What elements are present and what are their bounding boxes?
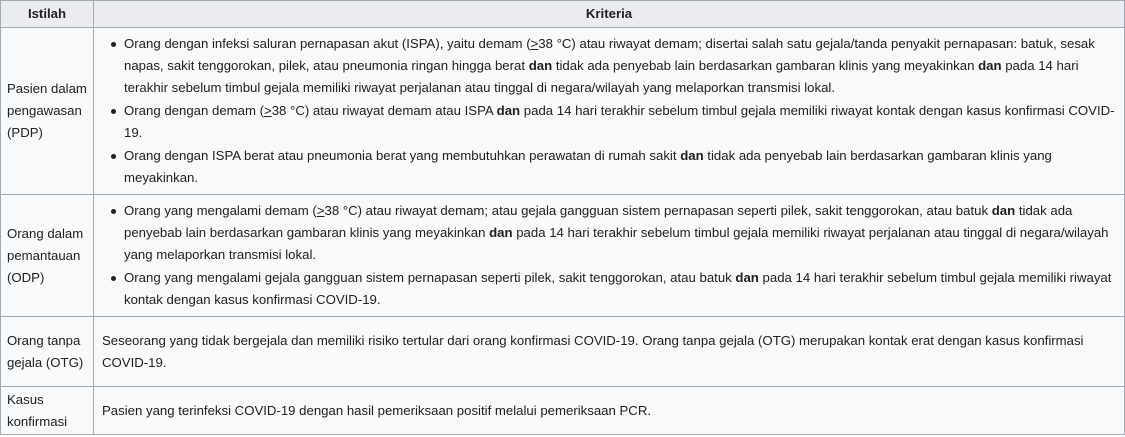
table-row [1, 28, 1125, 195]
bold-dan: dan [489, 224, 513, 240]
text: 38 °C) atau riwayat demam atau ISPA [271, 102, 497, 118]
term-cell: Orang dalam pemantauan (ODP) [1, 195, 94, 317]
ge-symbol: > [530, 35, 539, 51]
text: Orang dengan ISPA berat atau pneumonia berat yang membutuhkan perawatan di rumah sakit [124, 147, 681, 163]
table-row [1, 195, 1125, 317]
list-item [124, 100, 1116, 144]
bold-dan: dan [680, 147, 704, 163]
text: pada 14 hari terakhir sebelum timbul gejala memiliki riwayat perjalanan atau tinggal di negara/wilayah yang melaporkan transmisi lokal. [124, 57, 1079, 95]
criteria-cell [94, 28, 1125, 195]
text: pada 14 hari terakhir sebelum timbul gejala memiliki riwayat kontak dengan kasus konfirmasi COVID-19. [124, 102, 1115, 140]
text: 38 °C) atau riwayat demam; disertai salah satu gejala/tanda penyakit pernapasan: batuk, sesak napas, sakit tenggorokan, pilek, atau pneumonia ringan hingga berat [124, 35, 1095, 73]
criteria-text: Pasien yang terinfeksi COVID-19 dengan hasil pemeriksaan positif melalui pemeriksaan PCR. [102, 402, 652, 418]
criteria-list [102, 33, 1116, 189]
criteria-cell [94, 387, 1125, 435]
criteria-cell [94, 317, 1125, 387]
bold-dan: dan [735, 269, 759, 285]
criteria-list [102, 200, 1116, 311]
term-cell: Pasien dalam pengawasan (PDP) [1, 28, 94, 195]
bold-dan: dan [528, 57, 553, 73]
term-cell: Kasus konfirmasi [1, 387, 94, 435]
text: pada 14 hari terakhir sebelum timbul gejala memiliki riwayat perjalanan atau tinggal di negara/wilayah yang melaporkan transmisi lokal. [124, 224, 1109, 262]
term-cell: Orang tanpa gejala (OTG) [1, 317, 94, 387]
bold-dan: dan [991, 202, 1016, 218]
text: Orang dengan infeksi saluran pernapasan akut (ISPA), yaitu demam ( [124, 35, 531, 51]
list-item [124, 33, 1116, 99]
list-item [124, 145, 1116, 189]
table-row [1, 317, 1125, 387]
text: Orang yang mengalami demam ( [124, 202, 317, 218]
ge-symbol: > [316, 202, 325, 218]
list-item [124, 267, 1116, 311]
criteria-text: Seseorang yang tidak bergejala dan memiliki risiko tertular dari orang konfirmasi COVID-19. Orang tanpa gejala (OTG) merupakan kontak erat dengan kasus konfirmasi COVID-19. [102, 332, 1084, 370]
text: tidak ada penyebab lain berdasarkan gambaran klinis yang meyakinkan. [124, 147, 1052, 185]
header-term: Istilah [1, 1, 94, 28]
text: pada 14 hari terakhir sebelum timbul gejala memiliki riwayat kontak dengan kasus konfirmasi COVID-19. [124, 269, 1112, 307]
header-row [1, 1, 1125, 28]
bold-dan: dan [496, 102, 521, 118]
list-item [124, 200, 1116, 266]
text: tidak ada penyebab lain berdasarkan gambaran klinis yang meyakinkan [124, 202, 1073, 240]
ge-symbol: > [264, 102, 272, 118]
table-row [1, 387, 1125, 435]
text: 38 °C) atau riwayat demam; atau gejala gangguan sistem pernapasan seperti pilek, sakit tenggorokan, atau batuk [324, 202, 992, 218]
text: Orang yang mengalami gejala gangguan sistem pernapasan seperti pilek, sakit tenggorokan, atau batuk [124, 269, 736, 285]
text: Orang dengan demam ( [124, 102, 265, 118]
header-criteria: Kriteria [94, 1, 1125, 28]
text: tidak ada penyebab lain berdasarkan gambaran klinis yang meyakinkan [552, 57, 979, 73]
criteria-cell [94, 195, 1125, 317]
bold-dan: dan [978, 57, 1002, 73]
